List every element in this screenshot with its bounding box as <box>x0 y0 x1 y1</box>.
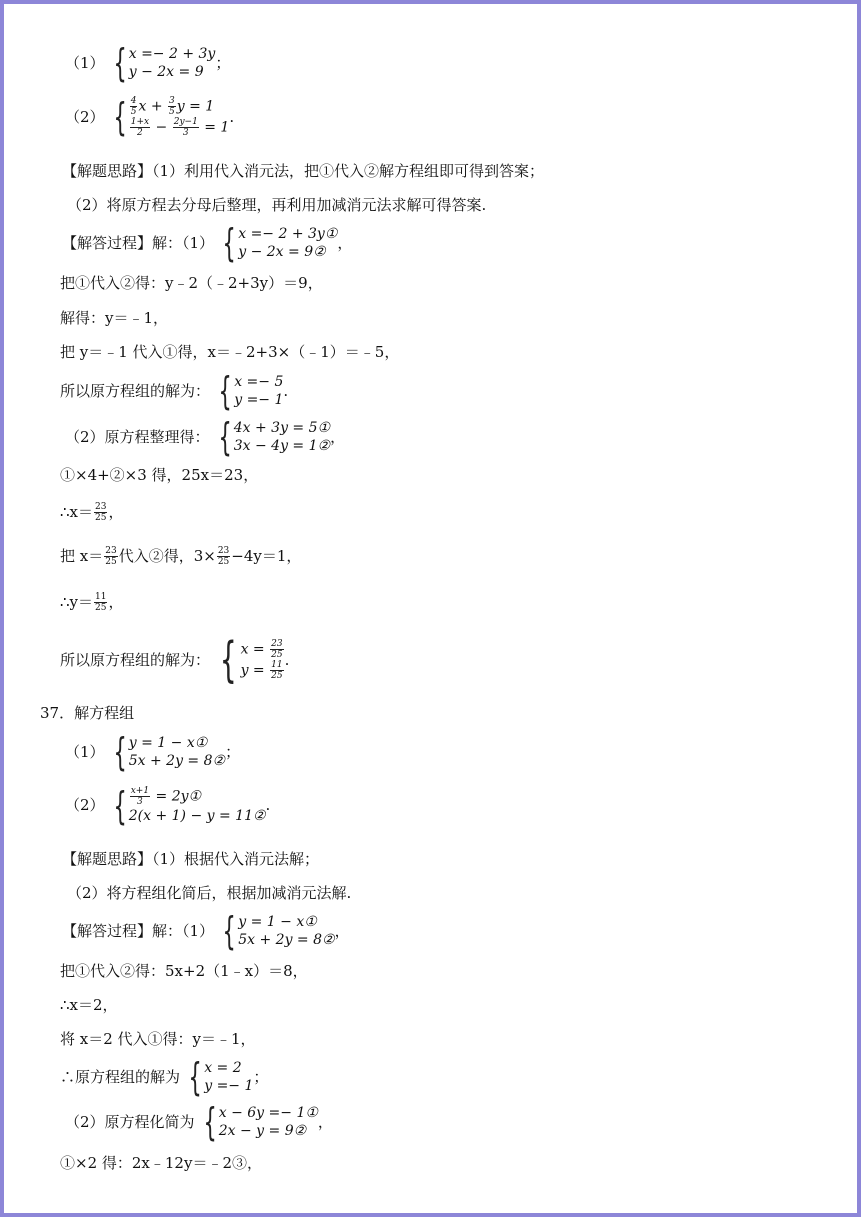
punctuation: ； <box>215 53 231 72</box>
text-line: 将 x＝2 代入①得：y＝﹣1， <box>60 1030 256 1048</box>
text-line: 所以原方程组的解为： { x = $\frac{23}{25}$ y = $\frac{11}{25}$ . <box>60 632 290 688</box>
problem-1: （1） { y = 1 − x① 5x + 2y = 8② ； <box>65 730 241 774</box>
text-line: ∴x＝2， <box>60 996 118 1014</box>
text-line: （2）原方程化简为 { x − 6y =− 1① 2x − y = 9② ， <box>65 1100 333 1144</box>
problem-2: （2） { $\frac{x+1}{3}$ = 2y① 2(x + 1) − y = 11② . <box>65 783 271 828</box>
equation: x =− 2 + 3y① <box>238 226 338 242</box>
problem-1 <box>65 41 231 85</box>
equation: y = 1 − x① <box>128 735 208 751</box>
equation: y − 2x = 9② <box>238 244 326 260</box>
text-line: ①×4+②×3 得，25x＝23， <box>60 466 259 484</box>
text-line: 把①代入②得：5x+2（1﹣x）＝8， <box>60 962 308 980</box>
text-line: 所以原方程组的解为： { x =− 5 y =− 1 . <box>60 369 289 413</box>
text-line: ①×2 得：2x﹣12y＝﹣2③， <box>60 1154 262 1172</box>
text-line: （2）将原方程去分母后整理，再利用加减消元法求解可得答案. <box>67 196 487 214</box>
text-line: 把 x＝ $\frac{23}{25}$ 代入②得，3× $\frac{23}{25}$ −4y＝1， <box>60 546 302 567</box>
text-line: ∴y＝ $\frac{11}{25}$ ， <box>60 592 124 613</box>
solution-process: 【解答过程】解：（1） { y = 1 − x① 5x + 2y = 8② ， <box>62 909 350 953</box>
equation-system: { $\frac{4}{5}$ x + $\frac{3}{5}$ y = 1 $\frac{1+x}{2}$ − $\frac{2y-1}{3}$ = 1 <box>112 95 230 139</box>
equation: 4x + 3y = 5① <box>233 420 331 436</box>
solution-process: 【解答过程】解：（1） { x =− 2 + 3y① y − 2x = 9② ， <box>62 221 353 265</box>
equation-system: { x =− 2 + 3y y − 2x = 9 <box>112 41 216 85</box>
equation: $\frac{1+x}{2}$ − $\frac{2y-1}{3}$ = 1 <box>130 117 230 138</box>
text-line: （2）原方程整理得： { 4x + 3y = 5① 3x − 4y = 1② ， <box>65 415 346 459</box>
solution-idea: 【解题思路】（1）根据代入消元法解； <box>62 850 320 868</box>
equation: y − 2x = 9 <box>128 64 204 80</box>
text-line: 把 y＝﹣1 代入①得，x＝﹣2+3×（﹣1）＝﹣5， <box>60 343 400 361</box>
text-line: ∴x＝ $\frac{23}{25}$ ， <box>60 502 124 523</box>
question-37: 37．解方程组 <box>40 704 135 722</box>
punctuation: . <box>229 107 235 126</box>
problem-2 <box>65 96 234 138</box>
text-line: 解得：y＝﹣1， <box>60 309 169 327</box>
equation: 3x − 4y = 1② <box>233 438 331 454</box>
text-line: （2）将方程组化简后，根据加减消元法解. <box>67 884 352 902</box>
solution-idea: 【解题思路】（1）利用代入消元法，把①代入②解方程组即可得到答案； <box>62 162 545 180</box>
equation: y =− 1 <box>234 392 284 408</box>
equation: x =− 5 <box>234 374 284 390</box>
equation: $\frac{4}{5}$ x + $\frac{3}{5}$ y = 1 <box>130 96 215 117</box>
text-line: 把①代入②得：y﹣2（﹣2+3y）＝9， <box>60 274 323 292</box>
text-line: ∴原方程组的解为 { x = 2 y =− 1 ； <box>60 1055 269 1099</box>
problem-label: （1） <box>65 53 105 72</box>
equation: x =− 2 + 3y <box>128 46 216 62</box>
problem-label: （2） <box>65 107 105 126</box>
equation: 5x + 2y = 8② <box>128 753 226 769</box>
